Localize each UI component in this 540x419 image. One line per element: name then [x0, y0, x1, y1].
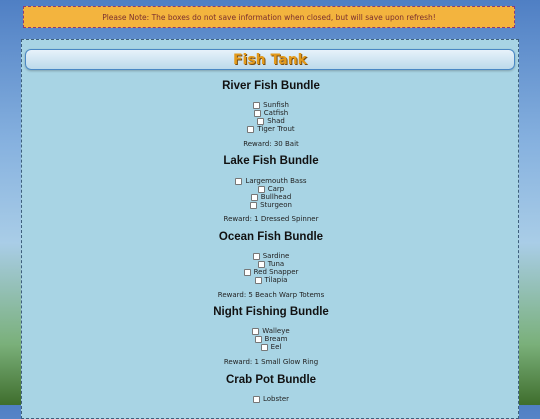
checkbox[interactable] — [253, 396, 260, 403]
item-label: Bullhead — [260, 193, 292, 201]
bundle-item[interactable] — [22, 395, 520, 403]
item-label: Sunfish — [263, 101, 289, 109]
bundle-item[interactable] — [22, 101, 520, 109]
bundle-title: Lake Fish Bundle — [223, 155, 319, 167]
bundle-title: Ocean Fish Bundle — [218, 231, 324, 243]
checkbox[interactable] — [251, 194, 258, 201]
bundle-panel — [21, 39, 519, 419]
notice-banner — [23, 6, 515, 28]
bundle-reward: Reward: 5 Beach Warp Totems — [217, 291, 325, 299]
checkbox[interactable] — [253, 253, 260, 260]
item-label: Tuna — [267, 260, 285, 268]
checkbox[interactable] — [255, 277, 262, 284]
bundle-title: Crab Pot Bundle — [225, 374, 317, 386]
checkbox[interactable] — [244, 269, 251, 276]
bundle-reward: Reward: 1 Small Glow Ring — [223, 358, 319, 366]
item-label: Tiger Trout — [257, 125, 295, 133]
checkbox[interactable] — [253, 102, 260, 109]
bundle-item[interactable] — [22, 343, 520, 351]
checkbox[interactable] — [258, 261, 265, 268]
notice-text: Please Note: The boxes do not save information when closed, but will save upon refresh! — [102, 12, 436, 22]
checkbox[interactable] — [252, 328, 259, 335]
item-label: Shad — [267, 117, 285, 125]
bundle-item[interactable] — [22, 117, 520, 125]
checkbox[interactable] — [250, 202, 257, 209]
checkbox[interactable] — [254, 110, 261, 117]
bundle-item[interactable] — [22, 335, 520, 343]
bundle-item[interactable] — [22, 260, 520, 268]
title-bar — [25, 49, 515, 70]
checkbox[interactable] — [255, 336, 262, 343]
bundle-item[interactable] — [22, 252, 520, 260]
item-label: Carp — [267, 185, 285, 193]
checkbox[interactable] — [235, 178, 242, 185]
bundle-reward: Reward: 30 Bait — [243, 140, 299, 148]
bundle-item[interactable] — [22, 177, 520, 185]
bundle-item[interactable] — [22, 276, 520, 284]
item-label: Eel — [270, 343, 282, 351]
item-label: Lobster — [262, 395, 290, 403]
item-label: Bream — [264, 335, 288, 343]
item-label: Tilapia — [264, 276, 288, 284]
bundle-item[interactable] — [22, 268, 520, 276]
bundle-title: River Fish Bundle — [222, 80, 320, 92]
item-label: Catfish — [263, 109, 289, 117]
bundle-item[interactable] — [22, 193, 520, 201]
item-label: Sardine — [262, 252, 290, 260]
checkbox[interactable] — [261, 344, 268, 351]
bundle-reward: Reward: 1 Dressed Spinner — [223, 215, 319, 223]
bundle-item[interactable] — [22, 327, 520, 335]
bundle-item[interactable] — [22, 125, 520, 133]
checkbox[interactable] — [258, 186, 265, 193]
item-label: Sturgeon — [260, 201, 292, 209]
page-title: Fish Tank — [232, 51, 307, 68]
checkbox[interactable] — [257, 118, 264, 125]
item-label: Largemouth Bass — [245, 177, 307, 185]
bundle-item[interactable] — [22, 109, 520, 117]
item-label: Red Snapper — [253, 268, 299, 276]
bundle-title: Night Fishing Bundle — [213, 306, 329, 318]
item-label: Walleye — [262, 327, 290, 335]
bundle-item[interactable] — [22, 185, 520, 193]
bundle-item[interactable] — [22, 201, 520, 209]
checkbox[interactable] — [247, 126, 254, 133]
